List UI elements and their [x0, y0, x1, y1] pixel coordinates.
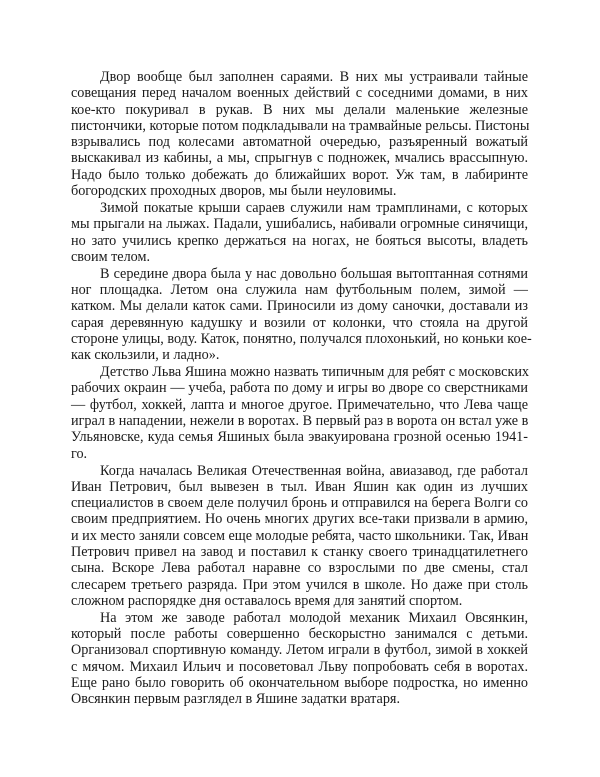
text-line: с мячом. Михаил Ильич и посоветовал Льву попробовать себя в воротах.: [71, 658, 528, 675]
text-line: совещания перед началом военных действий с соседними домами, в них: [71, 85, 528, 102]
text-line: как скользили, и ладно».: [71, 347, 220, 364]
text-line: выскакивал из кабины, а мы, спрыгнув с подножек, мчались врассыпную.: [71, 150, 528, 167]
text-line: своим телом.: [71, 248, 151, 265]
paragraph: [71, 463, 528, 610]
text-line: пистончики, которые потом подкладывали на трамвайные рельсы. Пистоны: [71, 117, 530, 134]
text-line: катком. Мы делали каток сами. Приносили из дому саночки, доставали из: [71, 298, 528, 315]
text-line: Организовал спортивную команду. Летом играли в футбол, зимой в хоккей: [71, 642, 528, 659]
text-line: Еще рано было говорить об окончательном выборе подростка, но именно: [71, 674, 528, 691]
text-line: В середине двора была у нас довольно большая вытоптанная сотнями: [100, 265, 528, 282]
text-line: рабочих окраин — учеба, работа по дому и игры во дворе со сверстниками: [71, 380, 528, 397]
text-line: сына. Вскоре Лева работал наравне со взрослыми по две смены, стал: [71, 560, 528, 577]
text-line: стороне улицы, воду. Каток, понятно, получался плохонький, но коньки кое-: [71, 330, 532, 347]
text-line: Двор вообще был заполнен сараями. В них мы устраивали тайные: [100, 69, 528, 85]
text-line: Надо было только добежать до ближайших ворот. Уж там, в лабиринте: [71, 166, 528, 183]
text-line: — футбол, хоккей, лапта и многое другое. Примечательно, что Лева чаще: [71, 396, 528, 413]
text-line: Зимой покатые крыши сараев служили нам трамплинами, с которых: [100, 199, 528, 216]
text-line: Ульяновске, куда семья Яшиных была эвакуирована грозной осенью 1941-: [71, 429, 528, 446]
document-page: [71, 69, 532, 708]
text-line: Когда началась Великая Отечественная война, авиазавод, где работал: [100, 462, 528, 479]
text-line: Овсянкин первым разглядел в Яшине задатки вратаря.: [71, 691, 400, 708]
text-line: мы прыгали на лыжах. Падали, ушибались, набивали огромные синячищи,: [71, 216, 528, 233]
text-line: Иван Петрович, был вывезен в тыл. Иван Яшин как один из лучших: [71, 478, 528, 495]
paragraph: [71, 265, 532, 364]
text-line: го.: [71, 445, 88, 462]
text-line: кое-кто покуривал в рукав. В них мы делали маленькие железные: [71, 101, 528, 118]
text-line: который после работы совершенно бескорыстно занимался с детьми.: [71, 626, 528, 643]
text-line: богородских проходных дворов, мы были неуловимы.: [71, 183, 397, 200]
text-line: На этом же заводе работал молодой механик Михаил Овсянкин,: [100, 609, 528, 626]
paragraph: [71, 200, 528, 265]
text-line: взрывались под колесами автоматной очередью, разъяренный вожатый: [71, 134, 528, 151]
paragraph: [71, 364, 528, 462]
text-line: сарая деревянную кадушку и возили от колонки, что стояла на другой: [71, 314, 528, 331]
text-line: специалистов в своем деле получил бронь и отправился на берега Волги со: [71, 495, 528, 512]
text-line: и их место заняли совсем еще молодые ребята, часто школьники. Так, Иван: [71, 527, 529, 544]
text-line: но зато учились крепко держаться на ногах, не бояться высоты, владеть: [71, 232, 528, 249]
text-line: играл в нападении, нежели в воротах. В первый раз в ворота он встал уже в: [71, 413, 529, 430]
text-line: Петрович привел на завод и поставил к станку своего тринадцатилетнего: [71, 543, 528, 560]
text-line: Детство Льва Яшина можно назвать типичным для ребят с московских: [100, 364, 530, 381]
text-line: слесарем третьего разряда. При этом учился в школе. Но даже при столь: [71, 576, 528, 593]
text-line: своим предприятием. Но очень многих других все-таки призвали в армию,: [71, 511, 528, 528]
text-line: ног площадка. Летом она служила нам футбольным полем, зимой —: [71, 282, 528, 299]
paragraph: [71, 610, 528, 708]
text-line: сложном распорядке дня оставалось время для занятий спортом.: [71, 592, 463, 609]
paragraph: [71, 69, 528, 199]
